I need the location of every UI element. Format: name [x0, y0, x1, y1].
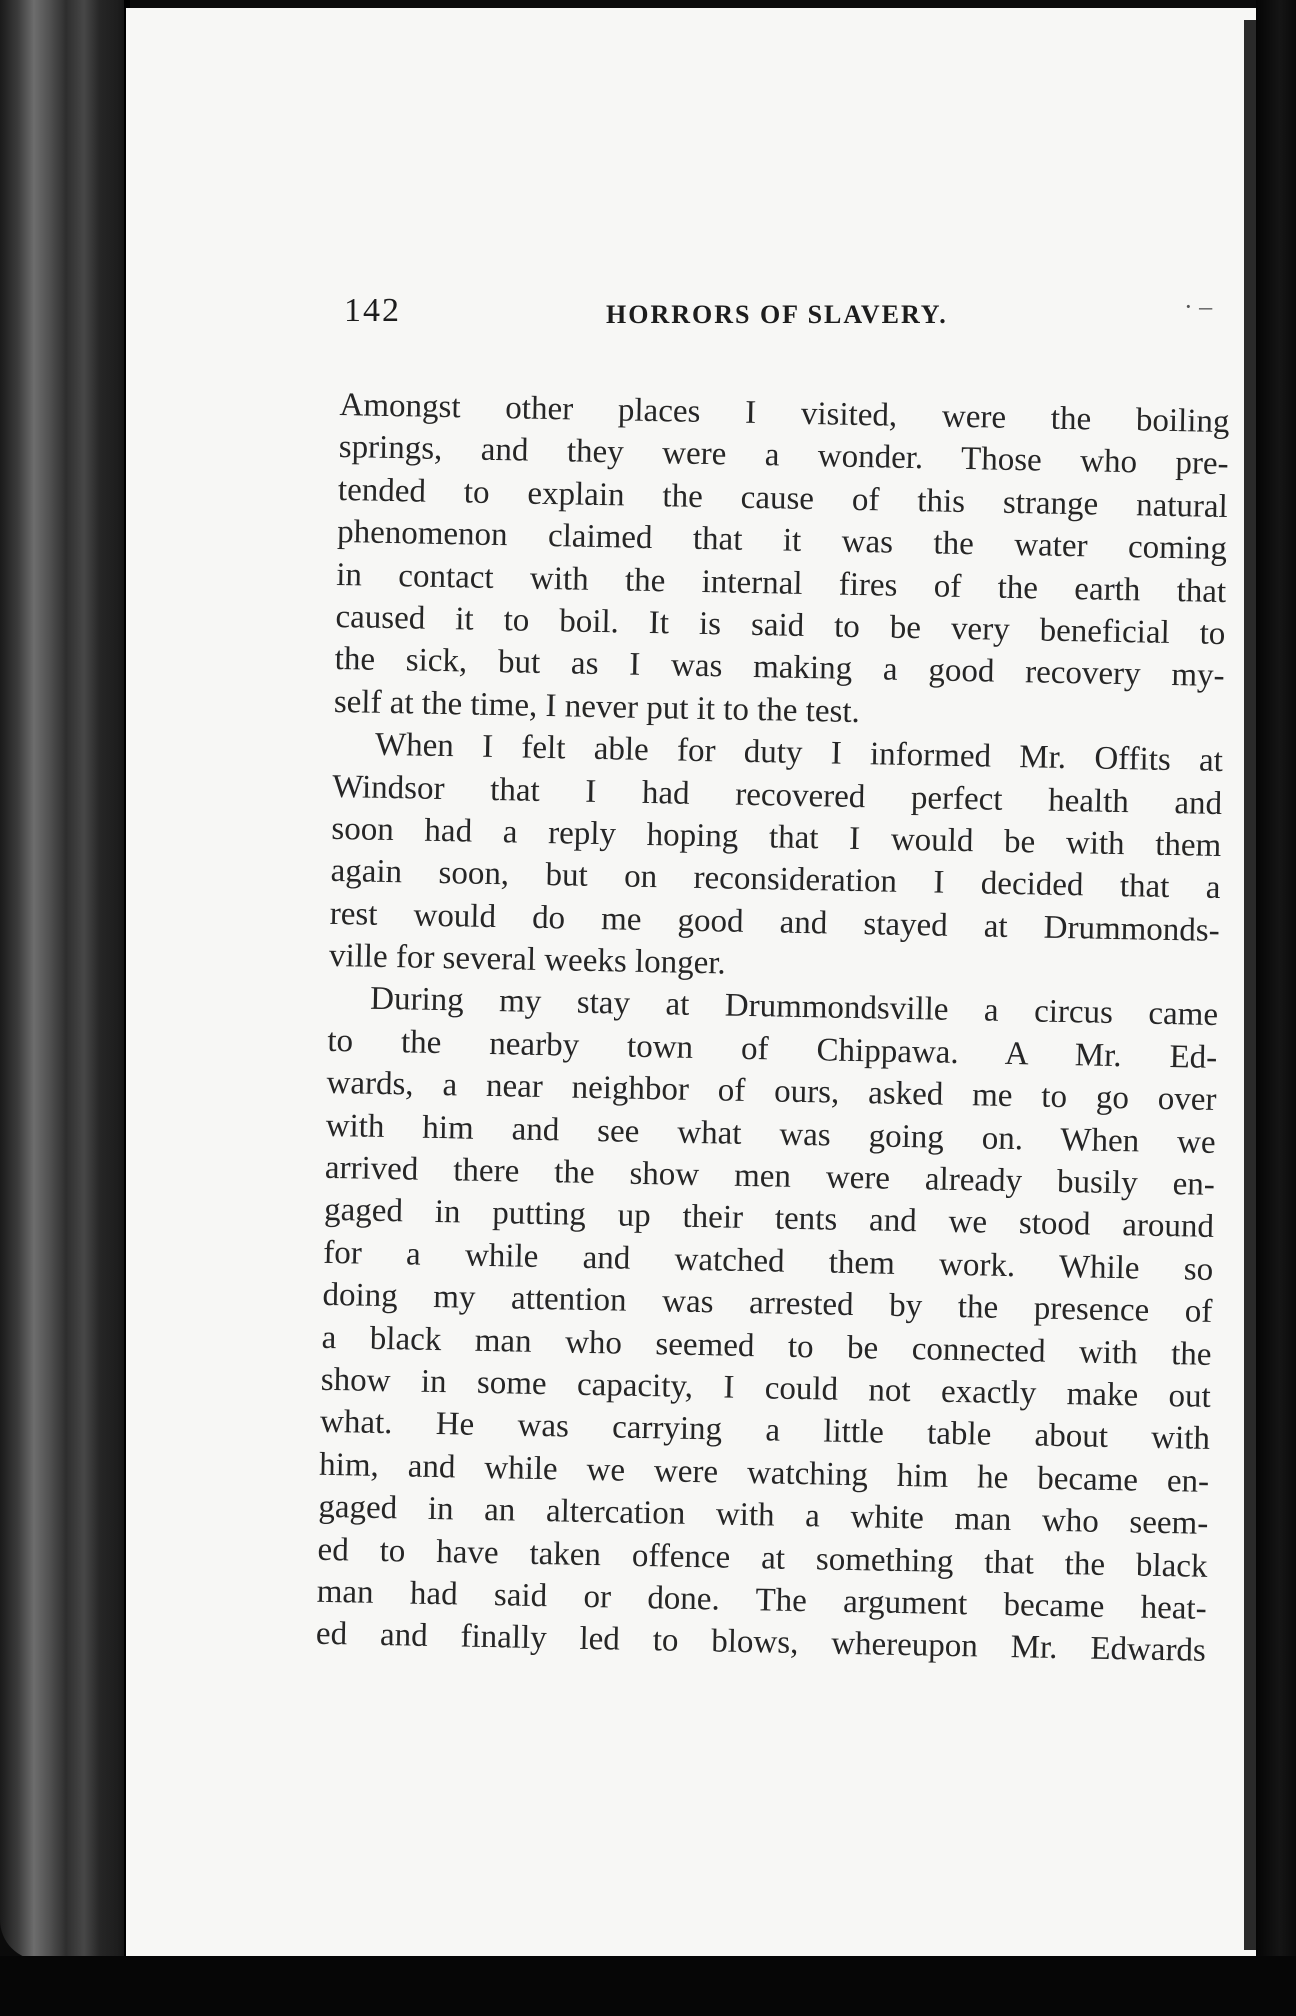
text-line: doing my attention was arrested by the presence of — [322, 1277, 1213, 1331]
text-line: ed and finally led to blows, whereupon Mr. Edwards — [315, 1616, 1207, 1670]
right-border — [1256, 0, 1296, 2016]
text-line: self at the time, I never put it to the test. — [333, 683, 861, 730]
page-header — [344, 292, 1224, 352]
text-line: soon had a reply hoping that I would be with them — [331, 810, 1222, 864]
text-line: tended to explain the cause of this strange natural — [337, 471, 1229, 525]
text-line: to the nearby town of Chippawa. A Mr. Ed- — [327, 1022, 1218, 1076]
text-line: wards, a near neighbor of ours, asked me to go over — [326, 1065, 1217, 1119]
text-line: show in some capacity, I could not exactly make out — [320, 1361, 1212, 1415]
bottom-border — [0, 1956, 1296, 2016]
text-line: Amongst other places I visited, were the boiling — [339, 386, 1230, 441]
text-line: Windsor that I had recovered perfect health and — [331, 768, 1223, 822]
text-line: what. He was carrying a little table about with — [319, 1404, 1211, 1458]
text-line: again soon, but on reconsideration I decided that a — [330, 853, 1221, 907]
text-line: ville for several weeks longer. — [328, 937, 727, 982]
running-head: HORRORS OF SLAVERY. — [606, 300, 948, 329]
text-line: ed to have taken offence at something that the black — [317, 1531, 1208, 1585]
text-line: in contact with the internal fires of the earth that — [335, 556, 1227, 610]
text-line: phenomenon claimed that it was the water coming — [336, 514, 1228, 568]
text-line: gaged in an altercation with a white man who seem- — [318, 1488, 1209, 1543]
body-text — [316, 384, 1230, 1673]
text-line: caused it to boil. It is said to be very beneficial to — [335, 598, 1226, 652]
gutter-shadow — [1244, 20, 1256, 1950]
book-page-edges — [0, 0, 130, 1960]
text-line: for a while and watched them work. While so — [322, 1234, 1214, 1288]
text-line: rest would do me good and stayed at Drummonds- — [329, 895, 1221, 949]
page-number: 142 — [344, 292, 401, 329]
text-line: arrived there the show men were already busily en- — [324, 1149, 1216, 1203]
text-line: the sick, but as I was making a good recovery my- — [334, 641, 1225, 695]
text-line: When I felt able for duty I informed Mr. Offits at — [374, 726, 1224, 780]
text-line: gaged in putting up their tents and we stood around — [323, 1192, 1215, 1246]
header-mark: · – — [1184, 292, 1213, 321]
text-line: a black man who seemed to be connected with the — [321, 1319, 1212, 1373]
text-line: with him and see what was going on. When we — [325, 1107, 1216, 1161]
text-line: man had said or done. The argument became heat- — [316, 1573, 1207, 1627]
text-line: him, and while we were watching him he became en- — [318, 1446, 1210, 1500]
text-line: During my stay at Drummondsville a circus came — [369, 981, 1219, 1034]
text-line: springs, and they were a wonder. Those who pre- — [338, 429, 1229, 483]
